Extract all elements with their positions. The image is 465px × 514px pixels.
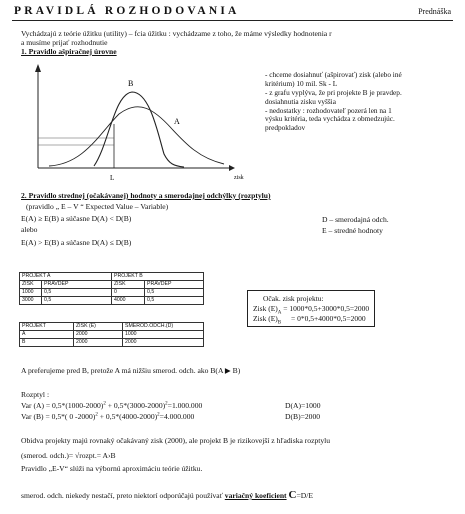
intro-line-1: Vychádzajú z teórie úžitku (utility) – fcia úžitku : vychádzame z toho, že máme výsledky hodnotenia r	[21, 29, 332, 38]
section-2-subtitle: (pravidlo „ E – V “ Expected Value – Variable)	[26, 202, 169, 211]
note-line: predpokladov	[265, 123, 306, 133]
curve-a-label: A	[174, 117, 180, 126]
table-cell: PROJEKT B	[112, 273, 204, 281]
box-label: Zisk (E)	[253, 313, 278, 323]
curve-b-label: B	[128, 79, 134, 88]
table-row	[20, 323, 204, 331]
x-axis-label: zisk	[234, 175, 244, 181]
table-cell: 2000	[74, 339, 123, 347]
note-line: dosiahnutia zisku vyššia	[265, 96, 336, 106]
box-line-b	[253, 314, 369, 324]
formula-part: + 0,5*(3000-2000)	[105, 401, 166, 410]
note-line: - z grafu vyplýva, že pri projekte B je pravdep.	[265, 87, 402, 97]
legend-e: E – stredné hodnoty	[322, 226, 383, 235]
variance-line-b	[21, 412, 194, 421]
curve-a	[49, 107, 224, 166]
table-cell: 0,5	[42, 297, 112, 305]
section-1-notes	[265, 71, 402, 133]
table-row	[20, 297, 204, 305]
footer-symbol: C	[288, 489, 297, 501]
table-row	[20, 289, 204, 297]
table-cell: 0,5	[145, 297, 204, 305]
box-sub: A	[277, 310, 282, 316]
table-cell: PROJEKT A	[20, 273, 112, 281]
table-cell: SMEROD.ODCH.(D)	[123, 323, 204, 331]
section-2-heading: 2. Pravidlo strednej (očakávanej) hodnoty a smerodajnej odchýlky (rozptylu)	[21, 191, 271, 200]
x-axis-arrow	[229, 165, 235, 171]
note-line: kritérium) 10 mil. Sk - L	[265, 78, 338, 88]
conclusion-line-3: Pravidlo „E-V“ slúži na výbornú aproximáciu teórie úžitku.	[21, 464, 203, 473]
legend-d: D – smerodajná odch.	[322, 215, 389, 224]
table-cell: ZISK (E)	[74, 323, 123, 331]
formula-part: + 0,5*(4000-2000)	[97, 412, 158, 421]
footer-term: variačný koeficient	[224, 491, 287, 500]
table-row	[20, 273, 204, 281]
formula-part: =1.000.000	[167, 401, 203, 410]
footer-line	[21, 489, 313, 502]
variance-heading: Rozptyl :	[21, 390, 50, 399]
table-cell: 2000	[123, 339, 204, 347]
formula-part: Var (B) = 0,5*( 0 -2000)	[21, 412, 96, 421]
box-label: Zisk (E)	[253, 303, 278, 313]
table-row	[20, 339, 204, 347]
curve-b	[94, 92, 184, 167]
table-cell: 2000	[74, 331, 123, 339]
formula-part: Var (A) = 0,5*(1000-2000)	[21, 401, 104, 410]
aspiration-graph	[24, 64, 254, 184]
table-cell: 1000	[123, 331, 204, 339]
exponent: 2	[165, 401, 168, 407]
table-cell: B	[20, 339, 74, 347]
exponent: 2	[157, 412, 160, 418]
table-cell: 1000	[20, 289, 42, 297]
header-label: Prednáška	[418, 7, 451, 16]
table-cell: 4000	[112, 297, 145, 305]
rule-2: E(A) > E(B) a súčasne D(A) ≤ D(B)	[21, 238, 132, 247]
table-cell: PRAVDEP	[42, 281, 112, 289]
conclusion-line-2: (smerod. odch.)= √rozpt.= A›B	[21, 451, 116, 460]
table-cell: PRAVDEP	[145, 281, 204, 289]
box-title: Očak. zisk projektu:	[263, 294, 324, 303]
exponent: 2	[103, 401, 106, 407]
deviation-b: D(B)=2000	[285, 412, 321, 421]
intro-line-2: a musíme prijať rozhodnutie	[21, 38, 108, 47]
note-line: výsku kritéria, teda vychádza z obmedzujúc.	[265, 114, 395, 124]
page-title: PRAVIDLÁ ROZHODOVANIA	[14, 5, 240, 17]
footer-text: smerod. odch. niekedy nestačí, preto niektorí odporúčajú používať	[21, 491, 225, 500]
variance-line-a	[21, 401, 202, 410]
table-cell: 0	[112, 289, 145, 297]
table-cell: A	[20, 331, 74, 339]
box-value: = 0*0,5+4000*0,5=2000	[291, 313, 366, 323]
rule-or: alebo	[21, 225, 38, 234]
table-cell: 0,5	[145, 289, 204, 297]
box-sub: B	[277, 320, 282, 325]
projects-table	[19, 272, 204, 305]
formula-part: =4.000.000	[159, 412, 195, 421]
header-divider	[12, 20, 453, 21]
exponent: 2	[95, 412, 98, 418]
preference-statement: A preferujeme pred B, pretože A má nižšiu smerod. odch. ako B(A ▶ B)	[21, 366, 241, 375]
aspiration-label: L	[110, 174, 115, 182]
section-1-heading: 1. Pravidlo ašpiračnej úrovne	[21, 47, 117, 56]
expected-profit-box	[247, 290, 375, 327]
note-line: - nedostatky : rozhodovateľ pozerá len na 1	[265, 105, 392, 115]
box-value: = 1000*0,5+3000*0,5=2000	[283, 303, 370, 313]
table-cell: 3000	[20, 297, 42, 305]
box-line-a	[253, 304, 369, 314]
summary-table	[19, 322, 204, 347]
rule-1: E(A) ≥ E(B) a súčasne D(A) < D(B)	[21, 214, 132, 223]
table-row	[20, 331, 204, 339]
table-cell: ZISK	[20, 281, 42, 289]
conclusion-line-1: Obidva projekty majú rovnaký očakávaný zisk (2000), ale projekt B je rizikovejší z hľadiska rozptylu	[21, 436, 331, 445]
footer-formula: =D/E	[296, 491, 313, 500]
y-axis-arrow	[35, 64, 41, 72]
table-cell: PROJEKT	[20, 323, 74, 331]
deviation-a: D(A)=1000	[285, 401, 321, 410]
note-line: - chceme dosiahnuť (ašpirovať) zisk (alebo iné	[265, 70, 402, 79]
table-cell: 0,5	[42, 289, 112, 297]
table-cell: ZISK	[112, 281, 145, 289]
table-row	[20, 281, 204, 289]
